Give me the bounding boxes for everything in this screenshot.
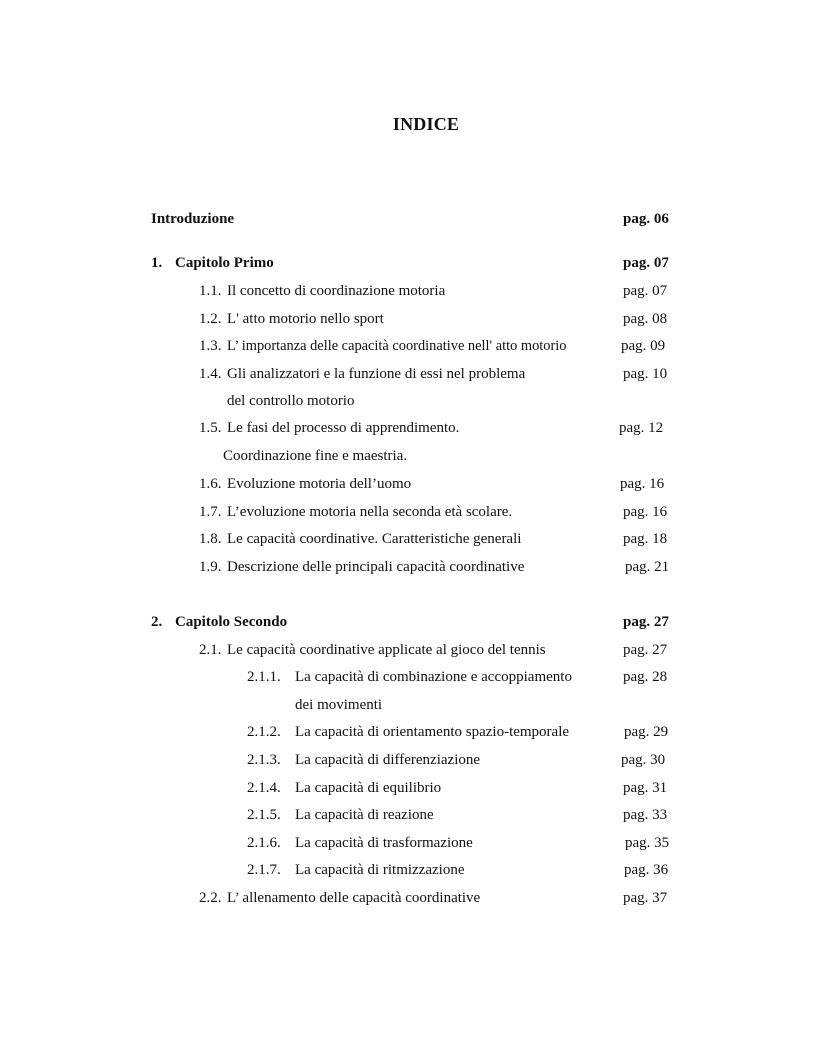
toc-entry-page: pag. 28 <box>623 669 668 685</box>
toc-entry-2-1-3[interactable] <box>0 748 816 772</box>
toc-entry-number: 1.2. <box>199 311 222 327</box>
toc-entry-2-1-1-continuation <box>0 693 816 717</box>
toc-entry-label: Le capacità coordinative. Caratteristiche generali <box>227 531 522 547</box>
toc-entry-2-1-6[interactable] <box>0 831 816 855</box>
toc-entry-page: pag. 08 <box>623 311 668 327</box>
toc-entry-1-1[interactable] <box>0 279 816 303</box>
toc-entry-page: pag. 35 <box>625 835 670 851</box>
toc-entry-1-4[interactable] <box>0 362 816 386</box>
toc-entry-label: Evoluzione motoria dell’uomo <box>227 476 412 492</box>
toc-entry-page: pag. 16 <box>623 504 668 520</box>
toc-entry-page: pag. 21 <box>625 559 670 575</box>
toc-entry-page: pag. 10 <box>623 366 668 382</box>
toc-entry-number: 1.5. <box>199 420 222 436</box>
toc-entry-label: Gli analizzatori e la funzione di essi nel problema <box>227 366 526 382</box>
toc-entry-page: pag. 09 <box>621 338 666 354</box>
toc-entry-label: L’ allenamento delle capacità coordinative <box>227 890 481 906</box>
toc-entry-page: pag. 30 <box>621 752 666 768</box>
toc-entry-page: pag. 33 <box>623 807 668 823</box>
toc-entry-label-continuation: dei movimenti <box>295 697 383 713</box>
toc-entry-1-5-continuation <box>0 444 816 468</box>
toc-entry-2-1-1[interactable] <box>0 665 816 689</box>
toc-entry-label: La capacità di reazione <box>295 807 434 823</box>
toc-entry-number: 2.1.5. <box>247 807 281 823</box>
toc-entry-label-continuation: del controllo motorio <box>227 393 355 409</box>
toc-entry-page: pag. 16 <box>620 476 665 492</box>
toc-entry-1-8[interactable] <box>0 527 816 551</box>
toc-entry-page: pag. 07 <box>623 283 668 299</box>
toc-entry-number: 2.1.2. <box>247 724 281 740</box>
toc-entry-page: pag. 31 <box>623 780 668 796</box>
toc-entry-label: La capacità di combinazione e accoppiamento <box>295 669 572 685</box>
toc-entry-2-1-2[interactable] <box>0 720 816 744</box>
toc-entry-number: 2.1.4. <box>247 780 281 796</box>
toc-entry-2-1-4[interactable] <box>0 776 816 800</box>
toc-entry-number: 2.1.3. <box>247 752 281 768</box>
toc-entry-capitolo-primo[interactable] <box>0 251 816 275</box>
toc-entry-label: Il concetto di coordinazione motoria <box>227 283 446 299</box>
toc-entry-label: La capacità di ritmizzazione <box>295 862 465 878</box>
toc-entry-number: 1.4. <box>199 366 222 382</box>
toc-entry-label: Descrizione delle principali capacità coordinative <box>227 559 525 575</box>
toc-entry-label-continuation: Coordinazione fine e maestria. <box>223 448 408 464</box>
toc-entry-number: 2.2. <box>199 890 222 906</box>
toc-entry-label: L’evoluzione motoria nella seconda età scolare. <box>227 504 513 520</box>
toc-entry-number: 1.7. <box>199 504 222 520</box>
toc-entry-number: 2.1. <box>199 642 222 658</box>
toc-entry-page: pag. 06 <box>623 211 669 227</box>
toc-entry-2-2[interactable] <box>0 886 816 910</box>
toc-entry-page: pag. 12 <box>619 420 664 436</box>
toc-entry-label: La capacità di equilibrio <box>295 780 442 796</box>
toc-entry-page: pag. 07 <box>623 255 669 271</box>
toc-entry-number: 2. <box>151 614 163 630</box>
toc-entry-1-9[interactable] <box>0 555 816 579</box>
toc-entry-number: 1.3. <box>199 338 222 354</box>
toc-entry-label: La capacità di differenziazione <box>295 752 481 768</box>
toc-entry-label: Le fasi del processo di apprendimento. <box>227 420 460 436</box>
toc-entry-label: Capitolo Secondo <box>175 614 288 630</box>
toc-entry-number: 1. <box>151 255 163 271</box>
toc-entry-1-4-continuation <box>0 389 816 413</box>
toc-entry-label: L' atto motorio nello sport <box>227 311 384 327</box>
toc-entry-number: 2.1.6. <box>247 835 281 851</box>
page-title: INDICE <box>392 114 460 134</box>
toc-entry-number: 1.8. <box>199 531 222 547</box>
toc-entry-page: pag. 27 <box>623 642 668 658</box>
toc-entry-2-1-5[interactable] <box>0 803 816 827</box>
toc-entry-2-1-7[interactable] <box>0 858 816 882</box>
toc-entry-label: La capacità di trasformazione <box>295 835 473 851</box>
toc-entry-number: 1.9. <box>199 559 222 575</box>
toc-entry-label: La capacità di orientamento spazio-temporale <box>295 724 570 740</box>
toc-entry-page: pag. 37 <box>623 890 668 906</box>
toc-entry-1-3[interactable] <box>0 334 816 358</box>
toc-entry-label: Le capacità coordinative applicate al gioco del tennis <box>227 642 546 658</box>
toc-entry-1-5[interactable] <box>0 416 816 440</box>
toc-entry-1-6[interactable] <box>0 472 816 496</box>
toc-entry-label: Introduzione <box>151 211 235 227</box>
toc-entry-2-1[interactable] <box>0 638 816 662</box>
toc-entry-capitolo-secondo[interactable] <box>0 610 816 634</box>
toc-entry-label: L’ importanza delle capacità coordinative nell' atto motorio <box>227 338 567 354</box>
toc-entry-introduzione[interactable] <box>0 207 816 231</box>
toc-entry-page: pag. 27 <box>623 614 669 630</box>
toc-entry-page: pag. 36 <box>624 862 669 878</box>
toc-entry-label: Capitolo Primo <box>175 255 274 271</box>
toc-entry-number: 2.1.7. <box>247 862 281 878</box>
toc-entry-1-7[interactable] <box>0 500 816 524</box>
toc-entry-number: 1.6. <box>199 476 222 492</box>
toc-entry-page: pag. 29 <box>624 724 669 740</box>
toc-entry-number: 2.1.1. <box>247 669 281 685</box>
toc-entry-page: pag. 18 <box>623 531 668 547</box>
toc-entry-1-2[interactable] <box>0 307 816 331</box>
toc-entry-number: 1.1. <box>199 283 222 299</box>
